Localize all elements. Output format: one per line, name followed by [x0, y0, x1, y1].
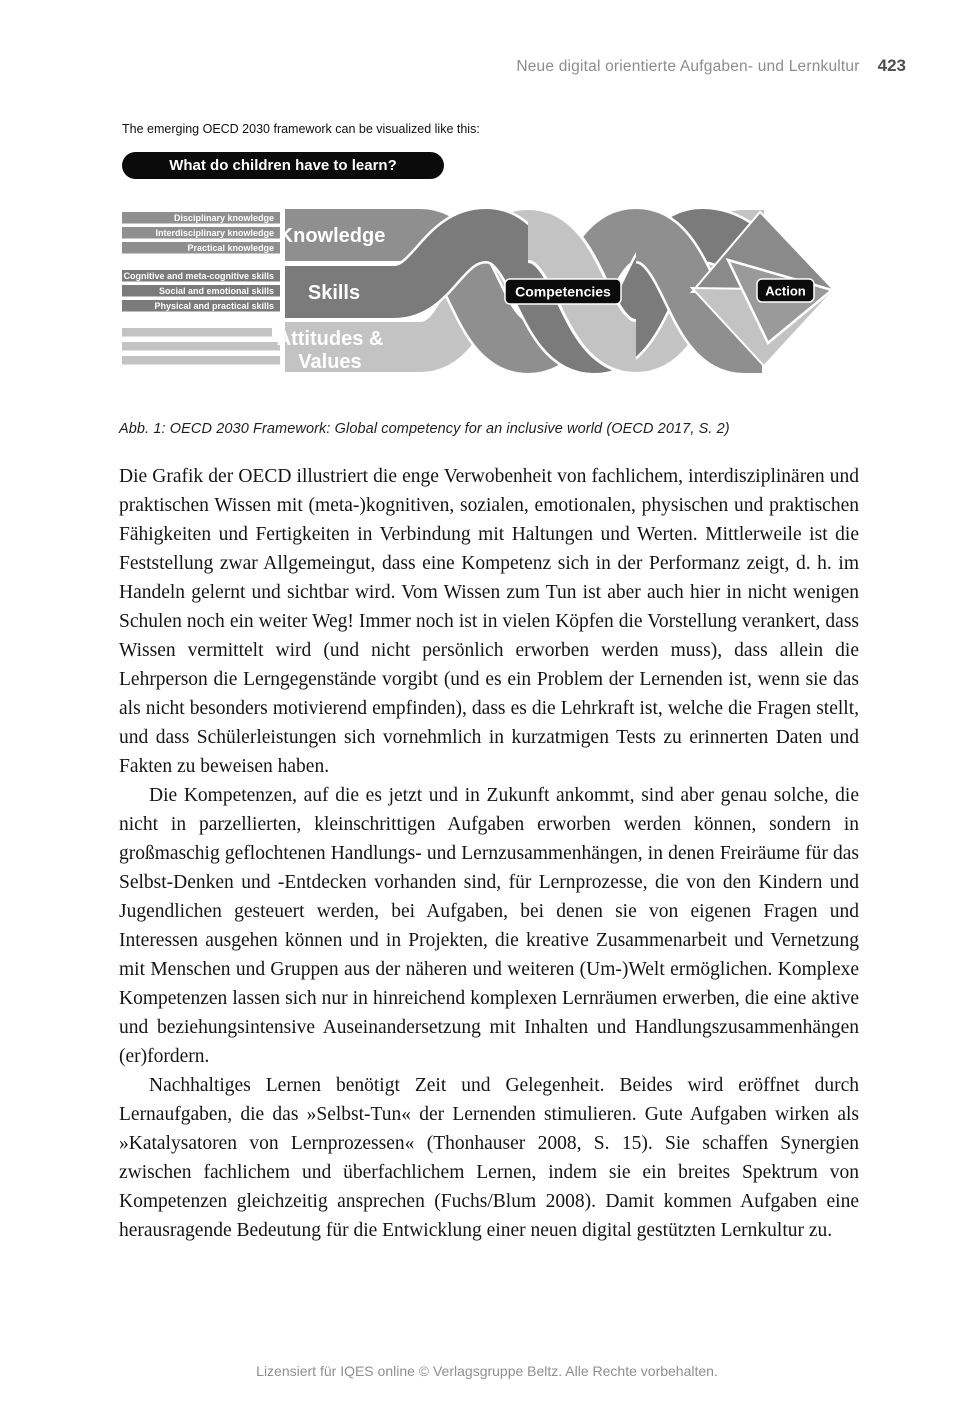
attitudes-bar [122, 328, 272, 337]
band-label-attitudes-line2: Values [298, 351, 362, 373]
paragraph-1: Die Grafik der OECD illustriert die enge Verwobenheit von fachlichem, interdisziplinären und praktischen Wissen mit (meta-)kognitiven, sozialen, emotionalen, physischen und praktischen Fähigkeiten und Fertigkeiten in Verbindung mit Haltungen und Werten. Mittlerweile ist die Feststellung zwar Allgemeingut, dass eine Kompetenz sich in der Performanz zeigt, d. h. im Handeln gelernt und sichtbar wird. Vom Wissen zum Tun ist aber auch hier in nicht wenigen Schulen noch ein weiter Weg! Immer noch ist in vielen Köpfen die Vorstellung verankert, dass Wissen vermittelt wird (und nicht persönlich erworben werden muss), dass allein die Lehrperson die Lerngegenstände vorgibt (und es ein Problem der Lernenden ist, wenn sie das als nicht besonders motivierend empfinden), dass es die Lehrkraft ist, welche die Fragen stellt, und dass Schülerleistungen sich vornehmlich in kurzatmigen Tests zu erinnerten Daten und Fakten zu beweisen haben. [119, 466, 859, 777]
bar-label: Cognitive and meta-cognitive skills [123, 271, 274, 281]
paragraph-2: Die Kompetenzen, auf die es jetzt und in Zukunft ankommt, sind aber genau solche, die nicht in parzellierten, kleinschrittigen Aufgaben erworben werden können, sondern in großmaschig geflochtenen Handlungs- und Lernzusammenhängen, in denen Freiräume für das Selbst-Denken und -Entdecken vorhanden sind, für Lernprozesse, die von den Kindern und Jugendlichen gesteuert werden, bei Aufgaben, bei denen sie von eigenen Fragen und Interessen ausgehen können und in Projekten, die kreative Zusammenarbeit und Vernetzung mit Menschen und Gruppen aus der näheren und weiteren (Um-)Welt ermöglichen. Komplexe Kompetenzen lassen sich nur in hinreichend komplexen Lernräumen erwerben, die eine aktive und beziehungsintensive Auseinandersetzung mit Inhalten und Handlungszusammenhängen (er)fordern. [119, 785, 859, 1067]
attitudes-bars [122, 328, 280, 365]
bar-label: Social and emotional skills [158, 286, 274, 296]
band-label-skills: Skills [307, 282, 361, 304]
attitudes-bar [122, 356, 280, 365]
competencies-label: Competencies [515, 283, 611, 300]
action-pill [757, 279, 814, 302]
oecd-framework-diagram [122, 200, 862, 377]
paragraph-3: Nachhaltiges Lernen benötigt Zeit und Gelegenheit. Beides wird eröffnet durch Lernaufgaben, die das »Selbst-Tun« der Lernenden stimulieren. Gute Aufgaben wirken als »Katalysatoren von Lernprozessen« (Thonhauser 2008, S. 15). Sie schaffen Synergien zwischen fachlichem und überfachlichem Lernen, indem sie ein breites Spektrum von Kompetenzen gleichzeitig ansprechen (Fuchs/Blum 2008). Damit kommen Aufgaben eine herausragende Bedeutung für die Entwicklung einer neuen digital gestützten Lernkultur zu. [119, 1075, 859, 1241]
page-header [0, 56, 906, 76]
competencies-pill [505, 279, 621, 304]
figure-caption: Abb. 1: OECD 2030 Framework: Global competency for an inclusive world (OECD 2017, S. 2) [119, 421, 730, 437]
bar-label: Interdisciplinary knowledge [155, 228, 274, 238]
bar-label: Practical knowledge [187, 243, 274, 253]
question-banner-label: What do children have to learn? [169, 157, 397, 174]
band-label-knowledge: Knowledge [278, 225, 386, 247]
knowledge-bars [122, 212, 280, 254]
bar-label: Disciplinary knowledge [173, 213, 274, 223]
skills-bars [122, 270, 280, 312]
bar-label: Physical and practical skills [154, 301, 274, 311]
attitudes-bar [122, 342, 280, 351]
running-title: Neue digital orientierte Aufgaben- und Lernkultur [516, 58, 860, 75]
figure-intro-text: The emerging OECD 2030 framework can be visualized like this: [122, 122, 480, 136]
body-text [119, 462, 859, 1245]
page-number: 423 [877, 56, 906, 75]
action-label: Action [765, 283, 806, 299]
question-banner [122, 152, 444, 179]
license-footer: Lizensiert für IQES online © Verlagsgruppe Beltz. Alle Rechte vorbehalten. [256, 1363, 718, 1379]
band-label-attitudes-line1: Attitudes & [276, 328, 384, 350]
framework-braid-svg [122, 200, 862, 377]
